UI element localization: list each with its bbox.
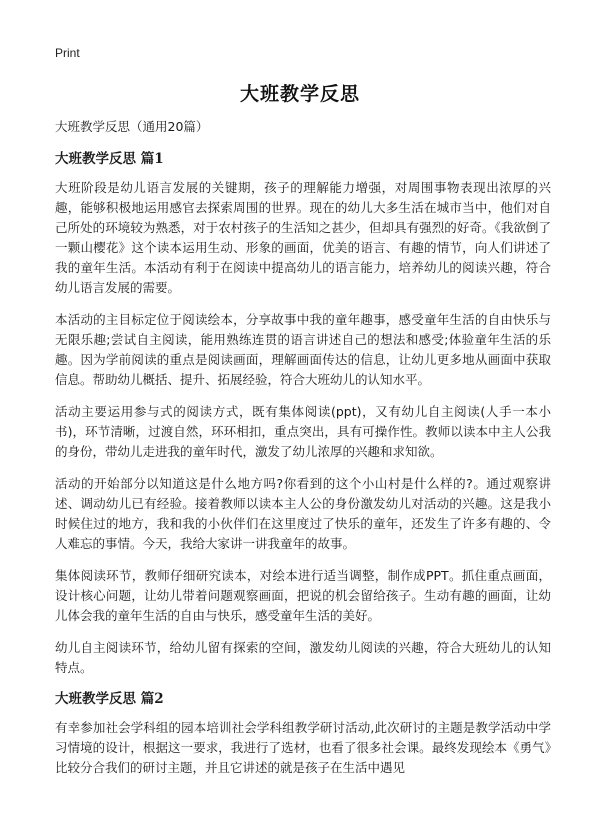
- section-heading: 大班教学反思 篇2: [55, 691, 164, 707]
- paragraph: 大班阶段是幼儿语言发展的关键期，孩子的理解能力增强，对周围事物表现出浓厚的兴趣，能够积极地运用感官去探索周围的世界。现在的幼儿大多生活在城市当中，他们对自己所处的环境较为熟悉，对于农村孩子的生活知之甚少，但却具有强烈的好奇。《我欲倒了一颗山樱花》这个读本运用生动、形象的画面，优美的语言、有趣的情节，向人们讲述了我的童年生活。本活动有利于在阅读中提高幼儿的语言能力，培养幼儿的阅读兴趣，符合幼儿语言发展的需要。: [55, 180, 551, 295]
- paragraph: 活动主要运用参与式的阅读方式，既有集体阅读(ppt)，又有幼儿自主阅读(人手一本小书)，环节清晰，过渡自然，环环相扣，重点突出，具有可操作性。教师以读本中主人公我的身份，带幼儿走进我的童年时代，激发了幼儿浓厚的兴趣和求知欲。: [55, 404, 551, 459]
- document-subtitle: 大班教学反思（通用20篇）: [55, 119, 209, 134]
- section-2: [55, 690, 551, 778]
- document-body: [55, 118, 551, 790]
- paragraph: 集体阅读环节，教师仔细研究读本，对绘本进行适当调整，制作成PPT。抓住重点画面，设计核心问题，让幼儿带着问题观察画面，把说的机会留给孩子。生动有趣的画面，让幼儿体会我的童年生活的自由与快乐，感受童年生活的美好。: [55, 568, 551, 623]
- section-heading: 大班教学反思 篇1: [55, 151, 164, 167]
- paragraph: 幼儿自主阅读环节，给幼儿留有探索的空间，激发幼儿阅读的兴趣，符合大班幼儿的认知特点。: [55, 640, 551, 675]
- paragraph: 本活动的主目标定位于阅读绘本，分享故事中我的童年趣事，感受童年生活的自由快乐与无限乐趣;尝试自主阅读，能用熟练连贯的语言讲述自己的想法和感受;体验童年生活的乐趣。因为学前阅读的重点是阅读画面，理解画面传达的信息，让幼儿更多地从画面中获取信息。帮助幼儿概括、提升、拓展经验，符合大班幼儿的认知水平。: [55, 312, 551, 387]
- document-title: 大班教学反思: [239, 83, 360, 105]
- section-1: [55, 150, 551, 678]
- paragraph: 活动的开始部分以知道这是什么地方吗?你看到的这个小山村是什么样的?。通过观察讲述、调动幼儿已有经验。接着教师以读本主人公的身份激发幼儿对活动的兴趣。这是我小时候住过的地方，我和我的小伙伴们在这里度过了快乐的童年，还发生了许多有趣的、令人难忘的事情。今天，我给大家讲一讲我童年的故事。: [55, 476, 551, 551]
- paragraph: 有幸参加社会学科组的园本培训社会学科组教学研讨活动,此次研讨的主题是教学活动中学习情境的设计，根据这一要求，我进行了选材，也看了很多社会课。最终发现绘本《勇气》比较分合我们的研讨主题，并且它讲述的就是孩子在生活中遇见: [55, 720, 551, 775]
- print-link[interactable]: Print: [55, 46, 80, 60]
